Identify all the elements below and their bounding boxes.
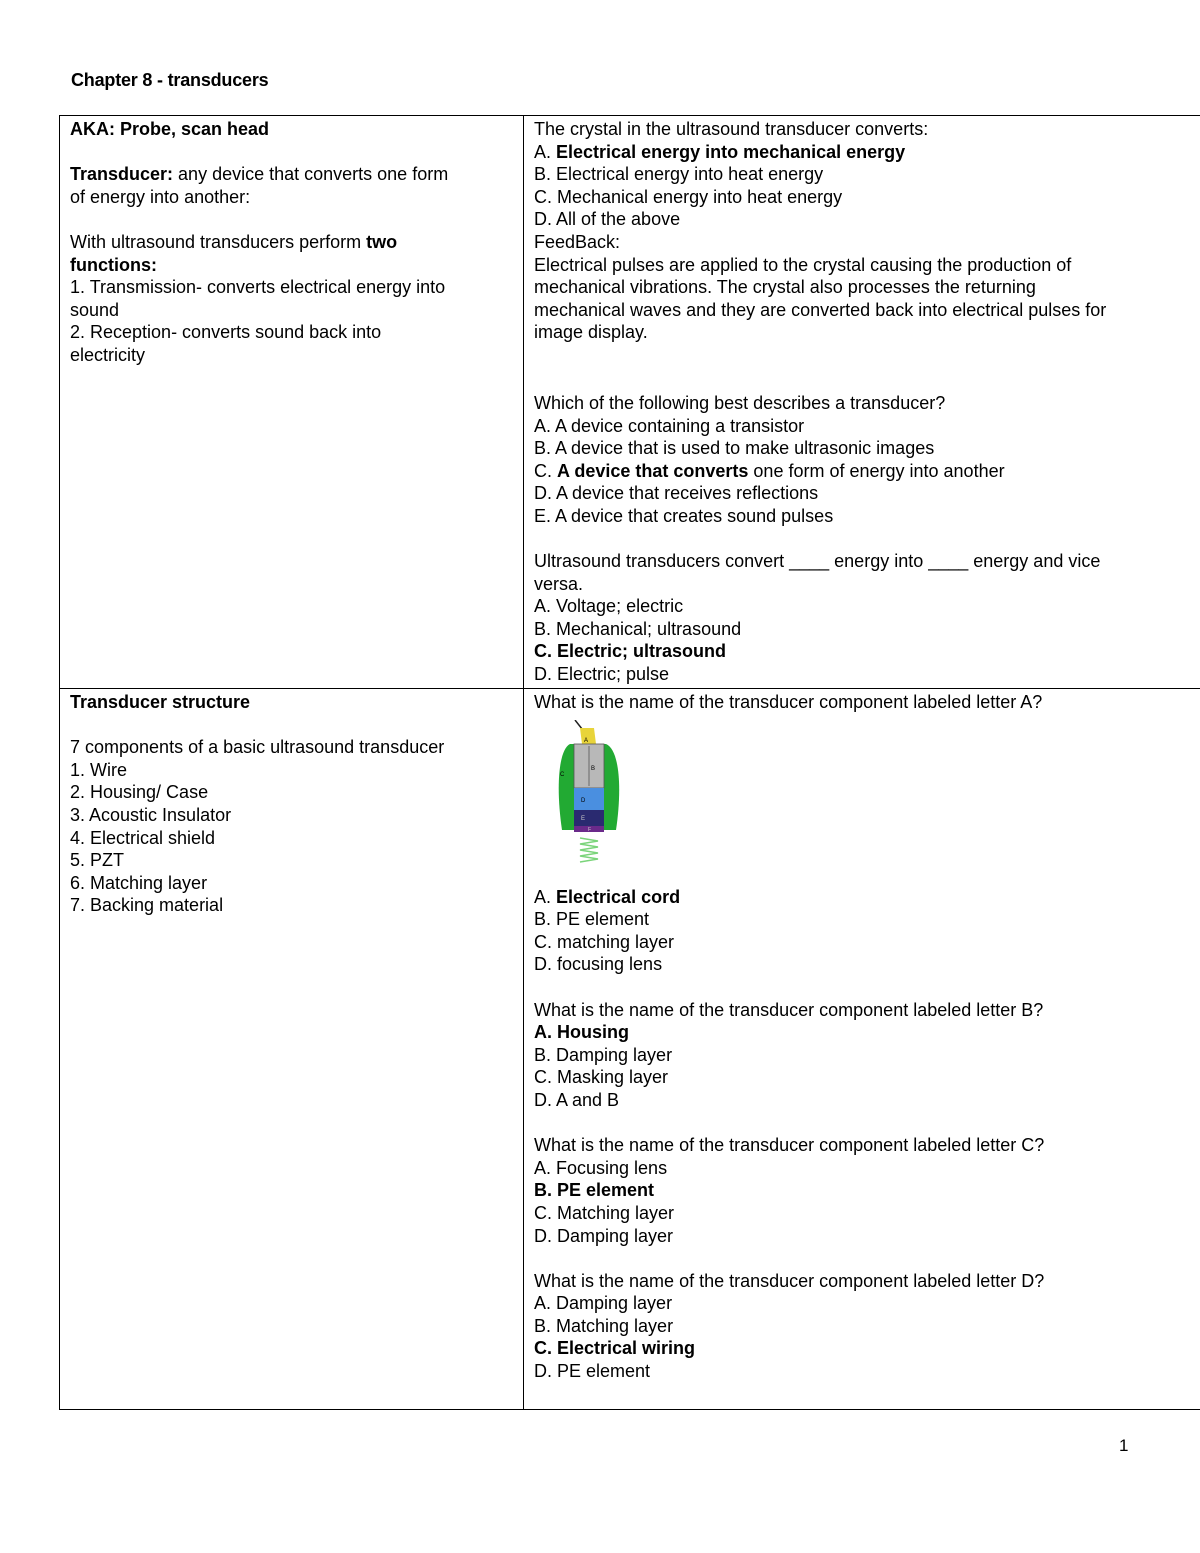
functions-bold-cont: functions: bbox=[70, 254, 157, 275]
correct-answer: A device that converts bbox=[557, 460, 749, 481]
answer-option: D. A and B bbox=[534, 1089, 620, 1110]
question-text: What is the name of the transducer component labeled letter B? bbox=[534, 999, 1044, 1020]
question-text: The crystal in the ultrasound transducer converts: bbox=[534, 119, 929, 139]
answer-option: C. Masking layer bbox=[534, 1067, 669, 1088]
function-item: 1. Transmission- converts electrical energy into bbox=[70, 277, 446, 298]
diagram-label-d: D bbox=[581, 797, 586, 804]
answer-option: C. Mechanical energy into heat energy bbox=[534, 186, 843, 207]
correct-answer: C. Electric; ultrasound bbox=[534, 641, 727, 662]
sound-wave bbox=[580, 838, 598, 862]
answer-option: A. A device containing a transistor bbox=[534, 415, 805, 436]
answer-option: A. Focusing lens bbox=[534, 1157, 668, 1178]
answer-option: C. Matching layer bbox=[534, 1202, 675, 1223]
diagram-label-f: F bbox=[588, 826, 592, 833]
answer-option: A. Voltage; electric bbox=[534, 596, 684, 617]
answer-option: B. Damping layer bbox=[534, 1044, 673, 1065]
transducer-definition-cont: of energy into another: bbox=[70, 186, 251, 207]
matching-block bbox=[574, 810, 604, 826]
correct-answer: Electrical energy into mechanical energy bbox=[556, 141, 906, 162]
chapter-title: Chapter 8 - transducers bbox=[71, 70, 269, 90]
option-rest: one form of energy into another bbox=[748, 460, 1005, 481]
components-intro: 7 components of a basic ultrasound transducer bbox=[70, 737, 445, 758]
left-cell-definitions bbox=[60, 116, 524, 689]
component-item: 4. Electrical shield bbox=[70, 827, 216, 848]
function-item-cont: sound bbox=[70, 299, 120, 320]
diagram-label-a: A bbox=[584, 737, 589, 744]
answer-option: B. PE element bbox=[534, 909, 650, 930]
aka-label: AKA: Probe, scan head bbox=[70, 119, 270, 139]
answer-option: B. Electrical energy into heat energy bbox=[534, 164, 824, 185]
option-prefix: C. bbox=[534, 460, 558, 481]
function-item-cont: electricity bbox=[70, 344, 146, 365]
page-number: 1 bbox=[1119, 1436, 1129, 1455]
correct-answer: B. PE element bbox=[534, 1180, 655, 1201]
diagram-label-c: C bbox=[560, 771, 565, 778]
component-item: 3. Acoustic Insulator bbox=[70, 804, 232, 825]
table-row bbox=[60, 689, 1200, 1410]
option-prefix: A. bbox=[534, 141, 557, 162]
answer-option: C. matching layer bbox=[534, 931, 675, 952]
feedback-label: FeedBack: bbox=[534, 231, 621, 252]
left-cell-structure bbox=[60, 689, 524, 1410]
answer-option: D. PE element bbox=[534, 1361, 651, 1382]
answer-option: B. A device that is used to make ultrasonic images bbox=[534, 438, 935, 459]
feedback-text: Electrical pulses are applied to the crystal causing the production of bbox=[534, 254, 1072, 275]
question-text: What is the name of the transducer component labeled letter C? bbox=[534, 1135, 1045, 1156]
notes-table bbox=[59, 115, 1200, 1410]
correct-answer: A. Housing bbox=[534, 1022, 629, 1043]
answer-option: D. All of the above bbox=[534, 209, 681, 230]
functions-bold: two bbox=[366, 231, 398, 252]
correct-answer: C. Electrical wiring bbox=[534, 1338, 696, 1359]
section-heading: Transducer structure bbox=[70, 692, 251, 712]
table-row bbox=[60, 116, 1200, 689]
component-item: 6. Matching layer bbox=[70, 872, 208, 893]
right-cell-quiz-2 bbox=[524, 689, 1200, 1410]
question-text: Ultrasound transducers convert ____ energy into ____ energy and vice bbox=[534, 551, 1101, 572]
question-text: What is the name of the transducer component labeled letter A? bbox=[534, 692, 1043, 712]
question-text-cont: versa. bbox=[534, 573, 584, 594]
question-text: What is the name of the transducer component labeled letter D? bbox=[534, 1270, 1045, 1291]
option-prefix: A. bbox=[534, 886, 557, 907]
answer-option: D. Electric; pulse bbox=[534, 664, 670, 685]
pe-element-block bbox=[574, 788, 604, 810]
question-text: Which of the following best describes a transducer? bbox=[534, 392, 946, 413]
housing-right bbox=[604, 744, 619, 830]
diagram-label-e: E bbox=[581, 815, 586, 822]
transducer-diagram bbox=[550, 720, 630, 870]
answer-option: B. Mechanical; ultrasound bbox=[534, 618, 742, 639]
transducer-definition: any device that converts one form bbox=[173, 164, 449, 185]
function-item: 2. Reception- converts sound back into bbox=[70, 322, 382, 343]
component-item: 2. Housing/ Case bbox=[70, 782, 209, 803]
answer-option: B. Matching layer bbox=[534, 1315, 674, 1336]
component-item: 5. PZT bbox=[70, 850, 125, 871]
answer-option: D. A device that receives reflections bbox=[534, 483, 819, 504]
right-cell-quiz-1 bbox=[524, 116, 1200, 689]
component-item: 7. Backing material bbox=[70, 895, 224, 916]
transducer-term: Transducer: bbox=[70, 164, 174, 185]
housing-left bbox=[559, 744, 574, 830]
answer-option: D. focusing lens bbox=[534, 954, 663, 975]
functions-intro: With ultrasound transducers perform bbox=[70, 231, 367, 252]
correct-answer: Electrical cord bbox=[556, 886, 681, 907]
diagram-label-b: B bbox=[591, 765, 596, 772]
feedback-text: image display. bbox=[534, 322, 648, 343]
feedback-text: mechanical waves and they are converted back into electrical pulses for bbox=[534, 299, 1107, 320]
feedback-text: mechanical vibrations. The crystal also processes the returning bbox=[534, 277, 1036, 298]
answer-option: D. Damping layer bbox=[534, 1225, 674, 1246]
answer-option: A. Damping layer bbox=[534, 1293, 673, 1314]
component-item: 1. Wire bbox=[70, 759, 128, 780]
answer-option: E. A device that creates sound pulses bbox=[534, 505, 834, 526]
